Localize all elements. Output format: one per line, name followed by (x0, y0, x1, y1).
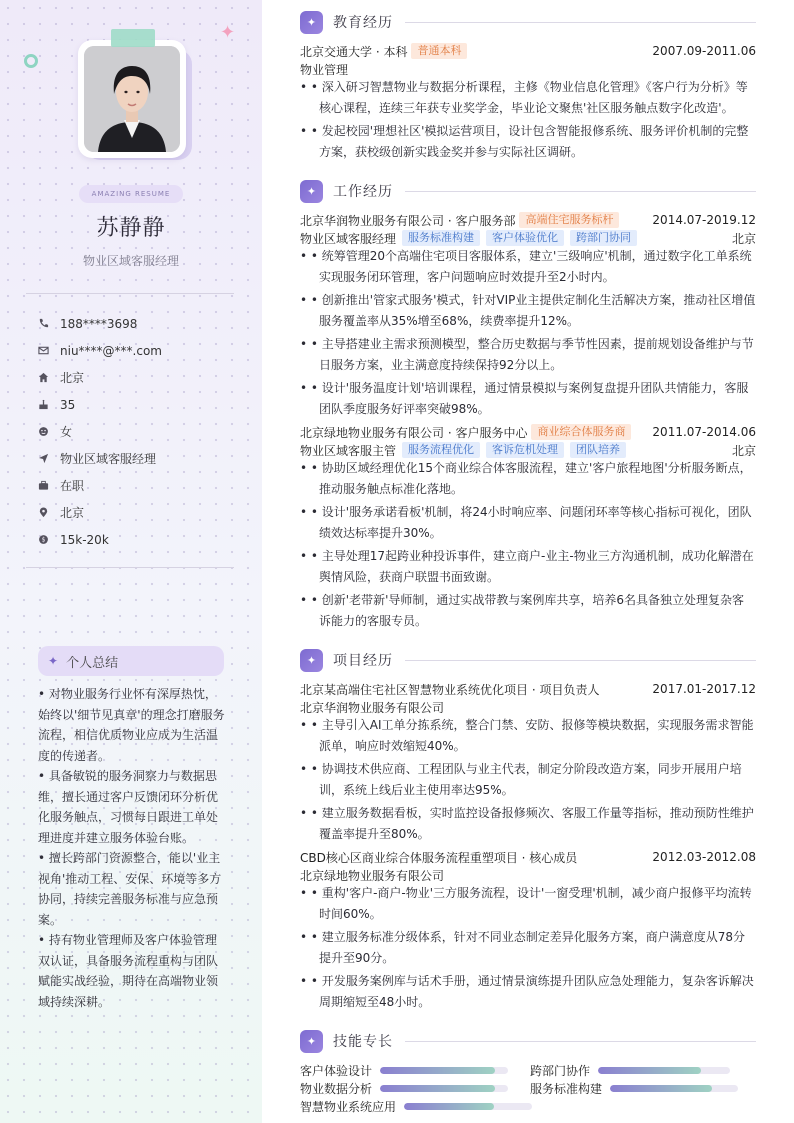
school-tag: 普通本科 (411, 43, 467, 59)
contact-text: 在职 (60, 479, 85, 493)
skill-tag: 客户体验优化 (486, 230, 564, 246)
contact-age (38, 391, 238, 418)
project-section-header (300, 648, 756, 672)
mail-icon (38, 345, 60, 356)
project-name: CBD核心区商业综合体服务流程重塑项目 · 核心成员 (300, 850, 578, 865)
skill-name: 客户体验设计 (300, 1063, 373, 1078)
contact-email (38, 337, 238, 364)
skill-bar-fill (404, 1103, 494, 1110)
bullet-item: • • 发起校园'理想社区'模拟运营项目，设计包含智能报修系统、服务评价机制的完整方案，获校级创新实践金奖并参与实际社区调研。 (300, 124, 749, 159)
project-org: 北京绿地物业服务有限公司 (300, 868, 445, 883)
major: 物业管理 (300, 62, 349, 77)
date-range: 2017.01-2017.12 (652, 682, 756, 696)
divider (405, 22, 756, 23)
education-row (300, 42, 756, 60)
date-range: 2012.03-2012.08 (652, 850, 756, 864)
ring-decoration (24, 54, 38, 68)
divider (26, 567, 234, 568)
job-row (300, 211, 756, 229)
job-role: 物业区域客服主管 (300, 443, 397, 458)
contact-text: niu****@***.com (60, 343, 162, 358)
bullet-item: • • 建立服务标准分级体系，针对不同业态制定差异化服务方案，商户满意度从78分提升至90分。 (300, 930, 746, 965)
phone-icon (38, 318, 60, 329)
contact-text: 女 (60, 425, 73, 439)
summary-item: • 擅长跨部门资源整合，能以'业主视角'推动工程、安保、环境等多方协同，持续完善服务标准与应急预案。 (38, 851, 222, 927)
skill-bar (380, 1085, 508, 1092)
skill-item (300, 1061, 508, 1079)
contact-home (38, 364, 238, 391)
bullet-item: • • 创新'老带新'导师制，通过实战带教与案例库共享，培养6名具备独立处理复杂客诉能力的客服专员。 (300, 593, 745, 628)
summary-text (38, 684, 228, 1012)
bullet-item: • • 主导引入AI工单分拣系统，整合门禁、安防、报修等模块数据，实现服务需求智能派单，响应时效缩短40%。 (300, 718, 754, 753)
candidate-title: 物业区域客服经理 (82, 254, 179, 268)
section-title: 教育经历 (333, 15, 393, 31)
company-name: 北京华润物业服务有限公司 · 客户服务部 (300, 213, 516, 228)
skill-item (530, 1079, 738, 1097)
cake-icon (38, 399, 60, 410)
role-row (300, 229, 756, 247)
job-city: 北京 (731, 443, 756, 458)
portrait-image (84, 46, 180, 152)
school-name: 北京交通大学 · 本科 (300, 44, 408, 59)
job-role: 物业区域客服经理 (300, 231, 397, 246)
skill-bar (404, 1103, 532, 1110)
project-org-row (300, 866, 756, 884)
sparkle-icon: ✦ (220, 22, 236, 43)
location-pin-icon (38, 507, 60, 518)
briefcase-icon (38, 480, 60, 491)
project-org: 北京华润物业服务有限公司 (300, 700, 445, 715)
contact-status (38, 472, 238, 499)
sparkle-icon: ✦ (48, 654, 59, 668)
sparkle-icon: ✦ (300, 649, 323, 672)
photo-frame (78, 40, 186, 158)
skill-bar-fill (380, 1085, 495, 1092)
summary-title: 个人总结 (66, 655, 119, 671)
section-title: 技能专长 (333, 1034, 393, 1050)
summary-item: • 持有物业管理师及客户体验管理双认证，具备服务流程重构与团队赋能实战经验，期待在高端物业领域持续深耕。 (38, 933, 219, 1009)
skill-item (530, 1061, 730, 1079)
section-title: 项目经历 (333, 653, 393, 669)
skill-bar (380, 1067, 508, 1074)
education-section-header (300, 10, 756, 34)
skill-item (300, 1079, 508, 1097)
skill-tag: 服务流程优化 (402, 442, 480, 458)
send-icon (38, 453, 60, 464)
company-tag: 高端住宅服务标杆 (519, 212, 619, 228)
job-city: 北京 (731, 231, 756, 246)
contact-text: 35 (60, 397, 76, 412)
bullet-item: • • 协调技术供应商、工程团队与业主代表，制定分阶段改造方案，同步开展用户培训，系统上线后业主使用率达95%。 (300, 762, 742, 797)
skill-name: 物业数据分析 (300, 1081, 373, 1096)
gender-icon (38, 426, 60, 437)
contact-gender (38, 418, 238, 445)
bullet-item: • • 重构'客户-商户-物业'三方服务流程，设计'一窗受理'机制，减少商户报修平均流转时间60%。 (300, 886, 752, 921)
skill-tag: 服务标准构建 (402, 230, 480, 246)
summary-item: • 具备敏锐的服务洞察力与数据思维，擅长通过客户反馈闭环分析优化服务触点，习惯每日跟进工单处理进度并建立服务体验台账。 (38, 769, 219, 845)
divider (405, 191, 756, 192)
skill-item (300, 1097, 532, 1115)
sidebar (0, 0, 262, 1123)
date-range: 2011.07-2014.06 (652, 425, 756, 439)
job-row (300, 423, 756, 441)
contact-salary (38, 526, 238, 553)
project-row (300, 848, 756, 866)
summary-heading (38, 646, 224, 676)
bullet-item: • • 统筹管理20个高端住宅项目客服体系，建立'三级响应'机制，通过数字化工单系统实现服务闭环管理，客户问题响应时效提升至2小时内。 (300, 249, 752, 284)
sparkle-icon: ✦ (300, 11, 323, 34)
photo-tape (111, 29, 155, 47)
project-row (300, 680, 756, 698)
bullet-item: • • 设计'服务温度计划'培训课程，通过情景模拟与案例复盘提升团队共情能力，客服团队季度服务好评率突破98%。 (300, 381, 749, 416)
amazing-badge: AMAZING RESUME (79, 185, 183, 203)
project-name: 北京某高端住宅社区智慧物业系统优化项目 · 项目负责人 (300, 682, 600, 697)
company-name: 北京绿地物业服务有限公司 · 客户服务中心 (300, 425, 528, 440)
skill-name: 智慧物业系统应用 (300, 1099, 397, 1114)
skill-bar (610, 1085, 738, 1092)
bullet-item: • • 创新推出'管家式服务'模式，针对VIP业主提供定制化生活解决方案，推动社区增值服务覆盖率从35%增至68%，续费率提升12%。 (300, 293, 756, 328)
contact-list (38, 310, 238, 553)
contact-text: 北京 (60, 506, 85, 520)
section-title: 工作经历 (333, 184, 393, 200)
bullet-item: • • 深入研习智慧物业与数据分析课程，主修《物业信息化管理》《客户行为分析》等核心课程，连续三年获专业奖学金，毕业论文聚焦'社区服务触点数字化改造'。 (300, 80, 748, 115)
sparkle-icon: ✦ (300, 180, 323, 203)
skill-name: 跨部门协作 (530, 1063, 591, 1078)
role-row (300, 441, 756, 459)
company-tag: 商业综合体服务商 (531, 424, 631, 440)
divider (26, 293, 234, 294)
skill-name: 服务标准构建 (530, 1081, 603, 1096)
major-row (300, 60, 756, 78)
skill-bar-fill (380, 1067, 495, 1074)
skill-tag: 客诉危机处理 (486, 442, 564, 458)
skill-bar-fill (598, 1067, 701, 1074)
contact-target-role (38, 445, 238, 472)
home-icon (38, 372, 60, 383)
project-org-row (300, 698, 756, 716)
bullet-item: • • 主导处理17起跨业种投诉事件，建立商户-业主-物业三方沟通机制，成功化解潜在舆情风险，获商户联盟书面致谢。 (300, 549, 754, 584)
bullet-item: • • 设计'服务承诺看板'机制，将24小时响应率、问题闭环率等核心指标可视化，团队绩效达标率提升30%。 (300, 505, 752, 540)
divider (405, 660, 756, 661)
date-range: 2014.07-2019.12 (652, 213, 756, 227)
money-icon (38, 534, 60, 545)
skills-section-header (300, 1029, 756, 1053)
avatar (84, 46, 180, 152)
sparkle-icon: ✦ (300, 1030, 323, 1053)
contact-text: 188****3698 (60, 316, 138, 331)
bullet-item: • • 开发服务案例库与话术手册，通过情景演练提升团队应急处理能力，复杂客诉解决周期缩短至48小时。 (300, 974, 754, 1009)
bullet-item: • • 建立服务数据看板，实时监控设备报修频次、客服工作量等指标，推动预防性维护覆盖率提升至80%。 (300, 806, 754, 841)
skill-bar-fill (610, 1085, 712, 1092)
summary-item: • 对物业服务行业怀有深厚热忱，始终以'细节见真章'的理念打磨服务流程，相信优质物业应成为生活温度的传递者。 (38, 687, 225, 763)
svg-text:$: $ (41, 536, 46, 544)
contact-phone (38, 310, 238, 337)
contact-text: 物业区域客服经理 (60, 452, 157, 466)
skill-bar (598, 1067, 730, 1074)
bullet-item: • • 主导搭建业主需求预测模型，整合历史数据与季节性因素，提前规划设备维护与节日服务方案，业主满意度持续保持92分以上。 (300, 337, 754, 372)
bullet-item: • • 协助区域经理优化15个商业综合体客服流程，建立'客户旅程地图'分析服务断点，推动服务触点标准化落地。 (300, 461, 752, 496)
contact-text: 北京 (60, 371, 85, 385)
contact-location (38, 499, 238, 526)
work-section-header (300, 179, 756, 203)
candidate-name: 苏静静 (96, 216, 166, 241)
date-range: 2007.09-2011.06 (652, 44, 756, 58)
skill-tag: 团队培养 (570, 442, 626, 458)
divider (405, 1041, 756, 1042)
contact-text: 15k-20k (60, 532, 109, 547)
skill-tag: 跨部门协同 (570, 230, 637, 246)
